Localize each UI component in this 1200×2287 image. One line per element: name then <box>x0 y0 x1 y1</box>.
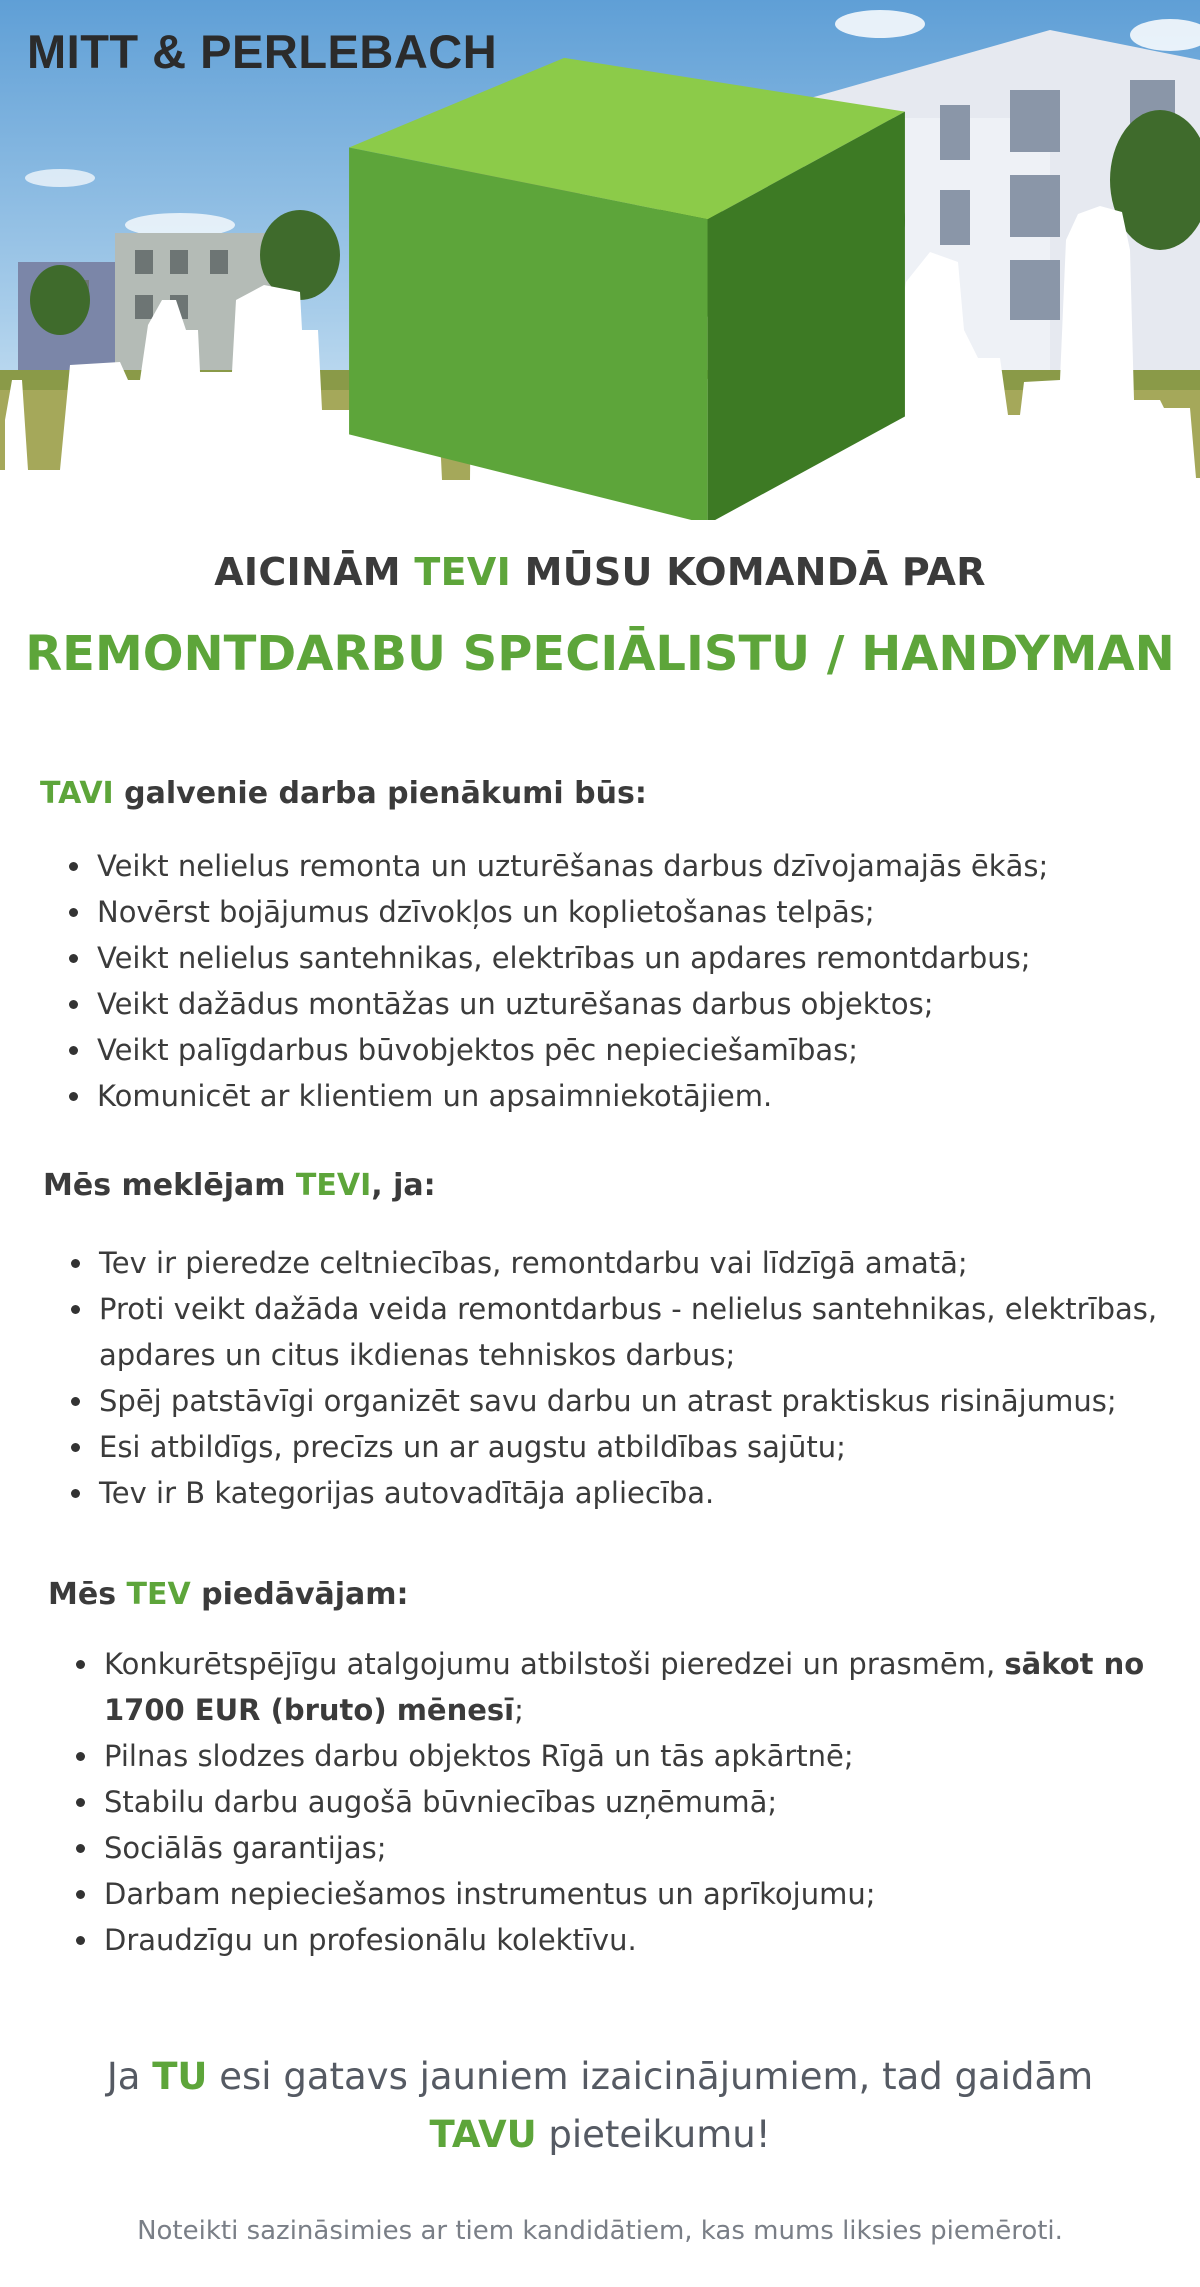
salary-amount: sākot no 1700 EUR (bruto) mēnesī <box>104 1647 1145 1727</box>
closing-post: pieteikumu! <box>536 2113 771 2156</box>
list-item: Tev ir pieredze celtniecības, remontdarbu vai līdzīgā amatā; <box>99 1240 1189 1286</box>
closing-line-1 <box>0 2048 1200 2106</box>
requirements-title <box>43 1168 436 1203</box>
duties-title-text: galvenie darba pienākumi būs: <box>113 776 647 811</box>
list-item: Pilnas slodzes darbu objektos Rīgā un tās apkārtnē; <box>104 1733 1184 1779</box>
closing-pre: Ja <box>106 2055 153 2098</box>
cube-icon <box>27 22 1200 520</box>
offer-title-post: piedāvājam: <box>190 1577 409 1612</box>
footer-note: Noteikti sazināsimies ar tiem kandidātiem, kas mums liksies piemēroti. <box>137 2216 1063 2246</box>
closing-highlight-tavu: TAVU <box>429 2113 537 2156</box>
duties-title <box>40 776 647 811</box>
headline-text-post: MŪSU KOMANDĀ PAR <box>511 550 986 594</box>
list-item-salary <box>104 1641 1184 1733</box>
list-item: Stabilu darbu augošā būvniecības uzņēmumā; <box>104 1779 1184 1825</box>
list-item: Spēj patstāvīgi organizēt savu darbu un atrast praktiskus risinājumus; <box>99 1378 1189 1424</box>
list-item: Sociālās garantijas; <box>104 1825 1184 1871</box>
duties-title-highlight: TAVI <box>40 776 114 811</box>
list-item: Proti veikt dažāda veida remontdarbus - nelielus santehnikas, elektrības, apdares un citus ikdienas tehniskos darbus; <box>99 1286 1189 1378</box>
list-item: Tev ir B kategorijas autovadītāja apliecība. <box>99 1470 1189 1516</box>
salary-text: Konkurētspējīgu atalgojumu atbilstoši pieredzei un prasmēm, <box>104 1647 1005 1681</box>
company-name: MITT & PERLEBACH <box>27 24 498 78</box>
offer-title-pre: Mēs <box>48 1577 127 1612</box>
list-item: Veikt palīgdarbus būvobjektos pēc nepieciešamības; <box>97 1027 1187 1073</box>
requirements-title-highlight: TEVI <box>295 1168 372 1203</box>
duties-list <box>97 843 1187 1119</box>
list-item: Komunicēt ar klientiem un apsaimniekotājiem. <box>97 1073 1187 1119</box>
list-item: Veikt nelielus remonta un uzturēšanas darbus dzīvojamajās ēkās; <box>97 843 1187 889</box>
requirements-list <box>99 1240 1189 1516</box>
job-title: REMONTDARBU SPECIĀLISTU / HANDYMAN <box>25 626 1175 682</box>
hero-banner <box>0 0 1200 520</box>
closing-highlight-tu: TU <box>152 2055 208 2098</box>
requirements-title-post: , ja: <box>371 1168 436 1203</box>
offer-title <box>48 1577 409 1612</box>
company-logo <box>27 22 497 80</box>
headline-highlight: TEVI <box>414 550 512 594</box>
closing-line-2 <box>0 2106 1200 2164</box>
list-item: Veikt dažādus montāžas un uzturēšanas darbus objektos; <box>97 981 1187 1027</box>
list-item: Darbam nepieciešamos instrumentus un aprīkojumu; <box>104 1871 1184 1917</box>
closing-mid: esi gatavs jauniem izaicinājumiem, tad gaidām <box>207 2055 1094 2098</box>
list-item: Esi atbildīgs, precīzs un ar augstu atbildības sajūtu; <box>99 1424 1189 1470</box>
closing-message <box>0 2048 1200 2164</box>
requirements-title-pre: Mēs meklējam <box>43 1168 296 1203</box>
list-item: Novērst bojājumus dzīvokļos un koplietošanas telpās; <box>97 889 1187 935</box>
list-item: Draudzīgu un profesionālu kolektīvu. <box>104 1917 1184 1963</box>
list-item: Veikt nelielus santehnikas, elektrības un apdares remontdarbus; <box>97 935 1187 981</box>
headline-invitation <box>0 550 1200 594</box>
salary-punct: ; <box>514 1693 524 1727</box>
offer-list <box>104 1641 1184 1963</box>
offer-title-highlight: TEV <box>126 1577 191 1612</box>
headline-text-pre: AICINĀM <box>214 550 415 594</box>
